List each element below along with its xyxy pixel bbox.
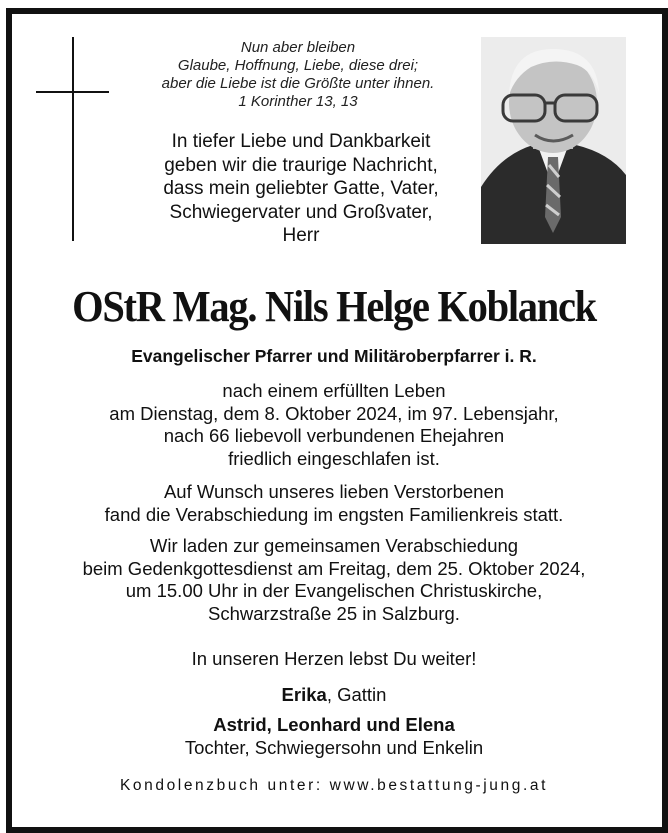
intro-text — [128, 130, 474, 248]
farewell-line: Auf Wunsch unseres lieben Verstorbenen — [163, 481, 505, 502]
farewell-line: fand die Verabschiedung im engsten Familienkreis statt. — [104, 503, 564, 525]
death-notice-line: am Dienstag, dem 8. Oktober 2024, im 97. Lebensjahr, — [109, 402, 559, 424]
memorial-service — [20, 535, 648, 625]
mourner-family — [20, 714, 648, 759]
mourner-wife — [20, 684, 648, 707]
verse-line: aber die Liebe ist die Größte unter ihnen. — [161, 75, 435, 92]
service-line: beim Gedenkgottesdienst am Freitag, dem 25. Oktober 2024, — [82, 557, 586, 579]
service-line: Schwarzstraße 25 in Salzburg. — [208, 602, 460, 624]
cross-icon — [72, 37, 74, 241]
intro-line: Herr — [282, 225, 320, 246]
verse-line: Nun aber bleiben — [240, 39, 356, 56]
death-notice — [20, 380, 648, 470]
closing-line: In unseren Herzen lebst Du weiter! — [191, 648, 477, 669]
intro-line: Schwiegervater und Großvater, — [169, 201, 433, 223]
verse-reference: 1 Korinther 13, 13 — [238, 93, 358, 110]
service-line: um 15.00 Uhr in der Evangelischen Christuskirche, — [125, 580, 543, 602]
bible-verse — [120, 39, 476, 111]
death-notice-line: friedlich eingeschlafen ist. — [228, 447, 440, 469]
family-names: Astrid, Leonhard und Elena — [213, 714, 455, 735]
portrait-photo — [481, 37, 626, 244]
wife-relation: , Gattin — [326, 684, 387, 705]
intro-line: geben wir die traurige Nachricht, — [164, 154, 438, 176]
family-relation: Tochter, Schwiegersohn und Enkelin — [184, 736, 484, 758]
deceased-title: Evangelischer Pfarrer und Militäroberpfarrer i. R. — [131, 346, 537, 366]
intro-line: In tiefer Liebe und Dankbarkeit — [171, 131, 431, 152]
wife-name: Erika — [281, 684, 327, 705]
service-line: Wir laden zur gemeinsamen Verabschiedung — [149, 535, 519, 556]
deceased-name: OStR Mag. Nils Helge Koblanck — [72, 282, 596, 331]
cross-icon-bar — [36, 91, 109, 93]
condolence-book-link: Kondolenzbuch unter: www.bestattung-jung.at — [119, 777, 549, 794]
verse-line: Glaube, Hoffnung, Liebe, diese drei; — [177, 57, 419, 74]
death-notice-line: nach 66 liebevoll verbundenen Ehejahren — [163, 425, 505, 447]
death-notice-line: nach einem erfüllten Leben — [222, 380, 446, 401]
intro-line: dass mein geliebter Gatte, Vater, — [163, 178, 439, 199]
farewell-text — [20, 481, 648, 526]
